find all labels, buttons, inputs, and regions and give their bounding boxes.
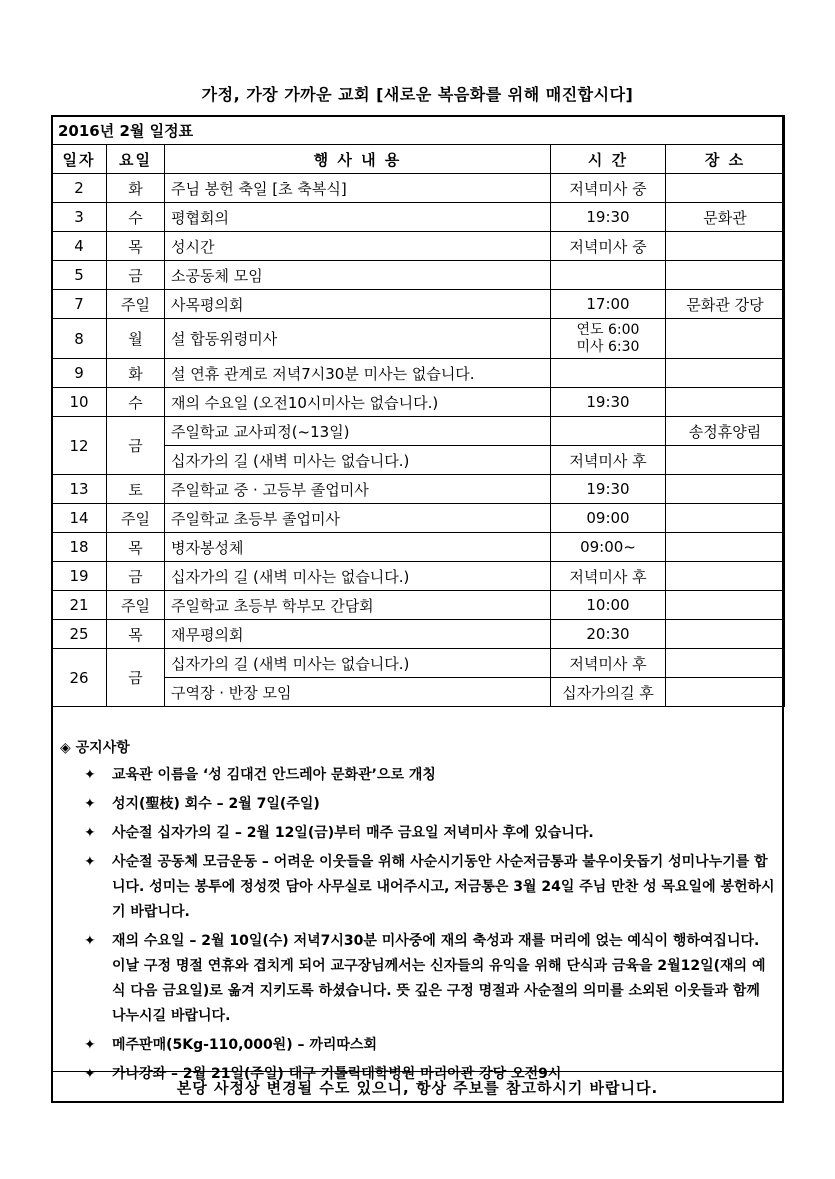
table-row bbox=[52, 319, 785, 359]
table-row bbox=[52, 290, 785, 319]
table-cell: 문화관 bbox=[666, 203, 785, 232]
notice-item bbox=[60, 821, 775, 846]
table-cell: 9 bbox=[52, 359, 107, 388]
notice-item bbox=[60, 1033, 775, 1058]
table-cell: 저녁미사 후 bbox=[551, 649, 666, 678]
table-cell: 재무평의회 bbox=[165, 620, 551, 649]
table-cell: 소공동체 모임 bbox=[165, 261, 551, 290]
table-cell: 설 연휴 관계로 저녁7시30분 미사는 없습니다. bbox=[165, 359, 551, 388]
notice-text: 메주판매(5Kg-110,000원) – 까리따스회 bbox=[112, 1037, 377, 1053]
table-cell: 18 bbox=[52, 533, 107, 562]
bullet-icon: ✦ bbox=[84, 825, 96, 841]
table-cell: 성시간 bbox=[165, 232, 551, 261]
table-cell: 19 bbox=[52, 562, 107, 591]
table-row bbox=[52, 649, 785, 678]
col-header-event: 행 사 내 용 bbox=[165, 145, 551, 174]
table-cell: 17:00 bbox=[551, 290, 666, 319]
table-cell: 평협회의 bbox=[165, 203, 551, 232]
table-cell: 저녁미사 중 bbox=[551, 232, 666, 261]
bullet-icon: ✦ bbox=[84, 854, 96, 870]
table-row bbox=[52, 591, 785, 620]
notice-text: 교육관 이름을 ‘성 김대건 안드레아 문화관’으로 개칭 bbox=[112, 767, 436, 783]
table-header-row bbox=[52, 145, 785, 174]
table-cell bbox=[666, 620, 785, 649]
notice-text: 재의 수요일 – 2월 10일(수) 저녁7시30분 미사중에 재의 축성과 재를 머리에 얹는 예식이 행하여집니다. 이날 구정 명절 연휴와 겹치게 되어 교구장님께서는 신자들의 유익을 위해 단식과 금육을 2월12일(재의 예식 다음 금요일)로 옮겨 지키도록 하셨습니다. 뜻 깊은 구정 명절과 사순절의 의미를 소외된 이웃들과 함께 나누시길 바랍니다. bbox=[112, 933, 766, 1024]
table-row bbox=[52, 388, 785, 417]
table-cell: 10 bbox=[52, 388, 107, 417]
table-cell bbox=[666, 678, 785, 707]
schedule-table bbox=[51, 115, 785, 707]
table-cell: 사목평의회 bbox=[165, 290, 551, 319]
notice-text: 성지(聖枝) 회수 – 2월 7일(주일) bbox=[112, 796, 320, 812]
table-cell: 재의 수요일 (오전10시미사는 없습니다.) bbox=[165, 388, 551, 417]
table-cell: 월 bbox=[107, 319, 165, 359]
table-cell: 주일학교 중 · 고등부 졸업미사 bbox=[165, 475, 551, 504]
table-cell: 금 bbox=[107, 649, 165, 707]
table-row bbox=[52, 475, 785, 504]
page-title: 가정, 가장 가까운 교회 [새로운 복음화를 위해 매진합시다] bbox=[201, 85, 634, 104]
table-cell bbox=[666, 475, 785, 504]
table-cell bbox=[666, 319, 785, 359]
table-cell: 토 bbox=[107, 475, 165, 504]
table-row bbox=[52, 417, 785, 446]
table-cell: 저녁미사 중 bbox=[551, 174, 666, 203]
table-cell: 13 bbox=[52, 475, 107, 504]
table-cell bbox=[666, 174, 785, 203]
notice-text: 사순절 공동체 모금운동 – 어려운 이웃들을 위해 사순시기동안 사순저금통과 불우이웃돕기 성미나누기를 합니다. 성미는 봉투에 정성껏 담아 사무실로 내어주시고, 저금통은 3월 24일 주님 만찬 성 목요일에 봉헌하시기 바랍니다. bbox=[112, 854, 775, 920]
table-cell: 12 bbox=[52, 417, 107, 475]
table-row bbox=[52, 562, 785, 591]
table-cell: 7 bbox=[52, 290, 107, 319]
table-cell: 십자가의 길 (새벽 미사는 없습니다.) bbox=[165, 446, 551, 475]
bullet-icon: ✦ bbox=[84, 933, 96, 949]
time-line: 연도 6:00 bbox=[576, 321, 640, 338]
table-cell: 저녁미사 후 bbox=[551, 446, 666, 475]
bullet-icon: ✦ bbox=[84, 1037, 96, 1053]
footer-note: 본당 사정상 변경될 수도 있으니, 항상 주보를 참고하시기 바랍니다. bbox=[51, 1071, 784, 1104]
table-cell: 14 bbox=[52, 504, 107, 533]
table-cell: 09:00 bbox=[551, 504, 666, 533]
bullet-icon: ✦ bbox=[84, 1066, 96, 1082]
table-cell: 19:30 bbox=[551, 388, 666, 417]
time-line: 미사 6:30 bbox=[576, 338, 640, 355]
notice-item bbox=[60, 929, 775, 1029]
table-cell: 금 bbox=[107, 261, 165, 290]
table-cell: 병자봉성체 bbox=[165, 533, 551, 562]
table-cell bbox=[666, 562, 785, 591]
table-cell: 주일학교 초등부 졸업미사 bbox=[165, 504, 551, 533]
schedule-heading: 2016년 2월 일정표 bbox=[52, 116, 785, 145]
table-cell: 3 bbox=[52, 203, 107, 232]
table-cell: 저녁미사 후 bbox=[551, 562, 666, 591]
bullet-icon: ✦ bbox=[84, 767, 96, 783]
table-cell: 8 bbox=[52, 319, 107, 359]
table-cell: 2 bbox=[52, 174, 107, 203]
notice-text: 가나강좌 – 2월 21일(주일) 대구 기톨릭대학병원 마리아관 강당 오전9시 bbox=[112, 1066, 562, 1082]
table-cell bbox=[666, 591, 785, 620]
table-cell bbox=[666, 232, 785, 261]
table-cell bbox=[666, 446, 785, 475]
table-cell: 화 bbox=[107, 359, 165, 388]
col-header-day: 요일 bbox=[107, 145, 165, 174]
table-cell bbox=[551, 417, 666, 446]
table-cell bbox=[666, 649, 785, 678]
table-row bbox=[52, 504, 785, 533]
table-row bbox=[52, 232, 785, 261]
table-cell: 수 bbox=[107, 203, 165, 232]
table-cell: 20:30 bbox=[551, 620, 666, 649]
table-row bbox=[52, 203, 785, 232]
bullet-icon: ✦ bbox=[84, 796, 96, 812]
col-header-place: 장 소 bbox=[666, 145, 785, 174]
table-cell: 십자가의길 후 bbox=[551, 678, 666, 707]
col-header-time: 시 간 bbox=[551, 145, 666, 174]
table-cell: 5 bbox=[52, 261, 107, 290]
table-cell: 송정휴양림 bbox=[666, 417, 785, 446]
table-cell bbox=[551, 319, 666, 359]
table-cell bbox=[551, 359, 666, 388]
notice-heading: ◈ 공지사항 bbox=[60, 740, 130, 756]
table-cell: 십자가의 길 (새벽 미사는 없습니다.) bbox=[165, 562, 551, 591]
table-cell: 26 bbox=[52, 649, 107, 707]
table-cell: 설 합동위령미사 bbox=[165, 319, 551, 359]
table-cell bbox=[666, 388, 785, 417]
table-cell: 주일 bbox=[107, 290, 165, 319]
table-cell bbox=[666, 261, 785, 290]
table-cell: 주일 bbox=[107, 504, 165, 533]
table-row bbox=[52, 620, 785, 649]
table-cell: 주일 bbox=[107, 591, 165, 620]
table-cell: 문화관 강당 bbox=[666, 290, 785, 319]
table-row bbox=[52, 533, 785, 562]
table-cell: 19:30 bbox=[551, 475, 666, 504]
table-cell: 21 bbox=[52, 591, 107, 620]
table-cell: 목 bbox=[107, 620, 165, 649]
table-cell: 주일학교 초등부 학부모 간담회 bbox=[165, 591, 551, 620]
table-cell bbox=[551, 261, 666, 290]
notice-item bbox=[60, 763, 775, 788]
table-cell: 19:30 bbox=[551, 203, 666, 232]
table-cell: 25 bbox=[52, 620, 107, 649]
notice-text: 사순절 십자가의 길 – 2월 12일(금)부터 매주 금요일 저녁미사 후에 있습니다. bbox=[112, 825, 594, 841]
table-cell: 십자가의 길 (새벽 미사는 없습니다.) bbox=[165, 649, 551, 678]
table-cell: 구역장 · 반장 모임 bbox=[165, 678, 551, 707]
table-cell bbox=[666, 533, 785, 562]
table-cell: 화 bbox=[107, 174, 165, 203]
table-cell: 금 bbox=[107, 562, 165, 591]
table-cell bbox=[666, 504, 785, 533]
table-cell: 목 bbox=[107, 533, 165, 562]
notice-item bbox=[60, 792, 775, 817]
table-row bbox=[52, 359, 785, 388]
table-cell: 금 bbox=[107, 417, 165, 475]
table-cell: 목 bbox=[107, 232, 165, 261]
table-cell: 주님 봉헌 축일 [초 축복식] bbox=[165, 174, 551, 203]
table-cell: 09:00~ bbox=[551, 533, 666, 562]
table-row bbox=[52, 174, 785, 203]
table-cell: 10:00 bbox=[551, 591, 666, 620]
table-cell: 수 bbox=[107, 388, 165, 417]
table-cell: 주일학교 교사피정(~13일) bbox=[165, 417, 551, 446]
col-header-date: 일자 bbox=[52, 145, 107, 174]
table-row bbox=[52, 261, 785, 290]
notice-section bbox=[60, 737, 775, 1091]
table-cell: 4 bbox=[52, 232, 107, 261]
table-cell bbox=[666, 359, 785, 388]
notice-item bbox=[60, 850, 775, 925]
